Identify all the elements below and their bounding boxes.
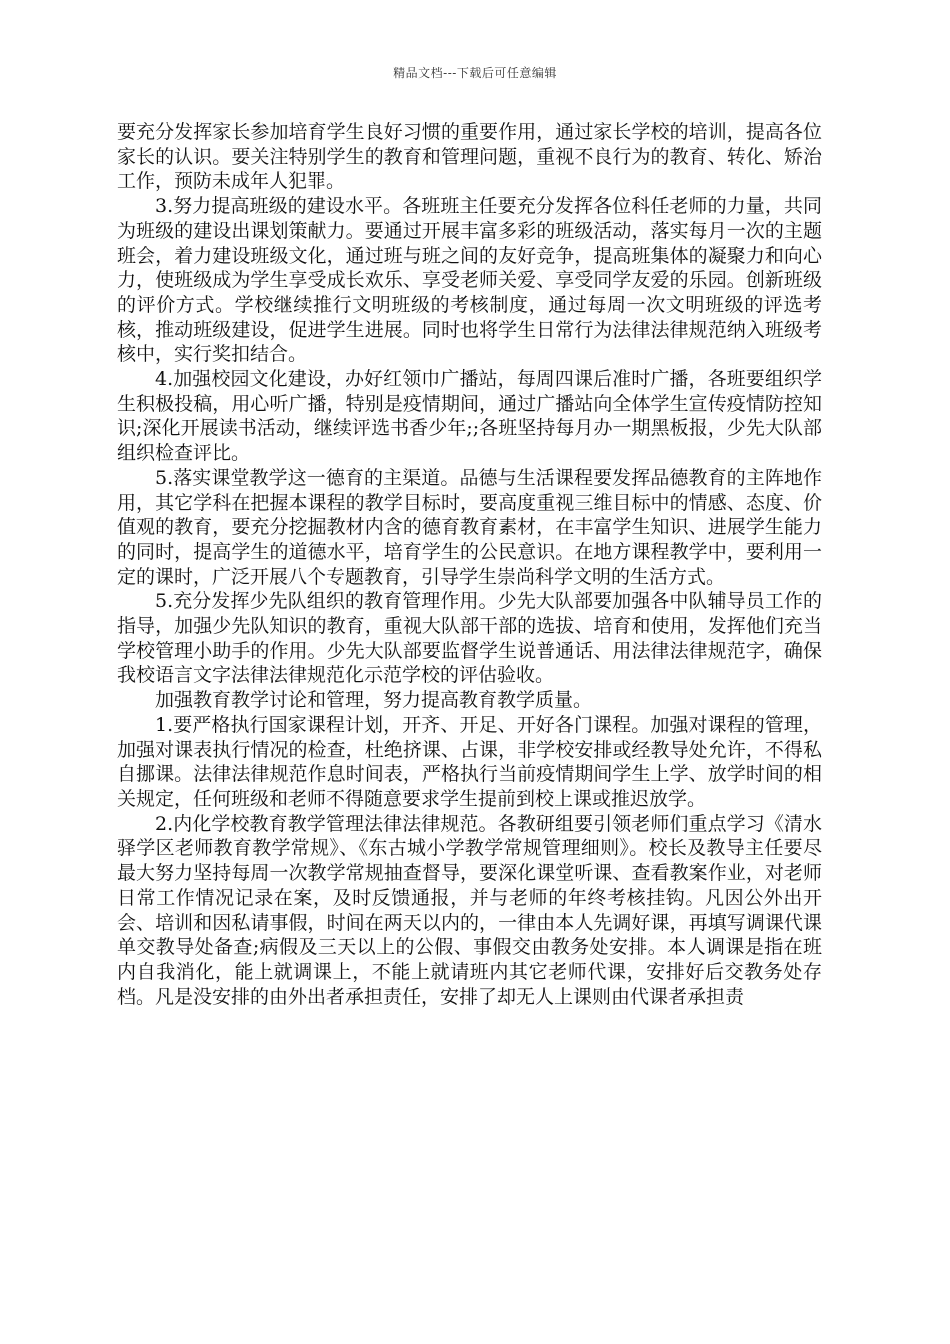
paragraph: 4.加强校园文化建设，办好红领巾广播站，每周四课后准时广播，各班要组织学生积极投稿，用心听广播，特别是疫情期间，通过广播站向全体学生宣传疫情防控知识;深化开展读书活动，继续评选书香少年;;各班坚持每月办一期黑板报，少先大队部组织检查评比。 <box>117 368 822 465</box>
paragraph: 要充分发挥家长参加培育学生良好习惯的重要作用，通过家长学校的培训，提高各位家长的认识。要关注特别学生的教育和管理问题，重视不良行为的教育、转化、矫治工作，预防未成年人犯罪。 <box>117 121 822 193</box>
paragraph: 加强教育教学讨论和管理，努力提高教育教学质量。 <box>155 689 593 712</box>
paragraph: 1.要严格执行国家课程计划，开齐、开足、开好各门课程。加强对课程的管理，加强对课表执行情况的检查，杜绝挤课、占课，非学校安排或经教导处允许，不得私自挪课。法律法律规范作息时间表，严格执行当前疫情期间学生上学、放学时间的相关规定，任何班级和老师不得随意要求学生提前到校上课或推迟放学。 <box>117 713 822 810</box>
paragraph: 2.内化学校教育教学管理法律法律规范。各教研组要引领老师们重点学习《清水驿学区老师教育教学常规》、《东古城小学教学常规管理细则》。校长及教导主任要尽最大努力坚持每周一次教学常规抽查督导，要深化课堂听课、查看教案作业，对老师日常工作情况记录在案，及时反馈通报，并与老师的年终考核挂钩。凡因公外出开会、培训和因私请事假，时间在两天以内的，一律由本人先调好课，再填写调课代课单交教导处备查;病假及三天以上的公假、事假交由教务处安排。本人调课是指在班内自我消化，能上就调课上，不能上就请班内其它老师代课，安排好后交教务处存档。凡是没安排的由外出者承担责任，安排了却无人上课则由代课者承担责 <box>117 812 822 1008</box>
paragraph: 5.落实课堂教学这一德育的主渠道。品德与生活课程要发挥品德教育的主阵地作用，其它学科在把握本课程的教学目标时，要高度重视三维目标中的情感、态度、价值观的教育，要充分挖掘教材内含的德育教育素材，在丰富学生知识、进展学生能力的同时，提高学生的道德水平，培育学生的公民意识。在地方课程教学中，要利用一定的课时，广泛开展八个专题教育，引导学生崇尚科学文明的生活方式。 <box>117 466 822 588</box>
page-header: 精品文档---下载后可任意编辑 <box>393 66 557 80</box>
document-body <box>117 120 822 1009</box>
paragraph: 3.努力提高班级的建设水平。各班班主任要充分发挥各位科任老师的力量，共同为班级的建设出课划策献力。要通过开展丰富多彩的班级活动，落实每月一次的主题班会，着力建设班级文化，通过班与班之间的友好竞争，提高班集体的凝聚力和向心力，使班级成为学生享受成长欢乐、享受老师关爱、享受同学友爱的乐园。创新班级的评价方式。学校继续推行文明班级的考核制度，通过每周一次文明班级的评选考核，推动班级建设，促进学生进展。同时也将学生日常行为法律法律规范纳入班级考核中，实行奖扣结合。 <box>117 195 822 366</box>
paragraph: 5.充分发挥少先队组织的教育管理作用。少先大队部要加强各中队辅导员工作的指导，加强少先队知识的教育，重视大队部干部的选拔、培育和使用，发挥他们充当学校管理小助手的作用。少先大队部要监督学生说普通话、用法律法律规范字，确保我校语言文字法律法律规范化示范学校的评估验收。 <box>117 590 822 687</box>
